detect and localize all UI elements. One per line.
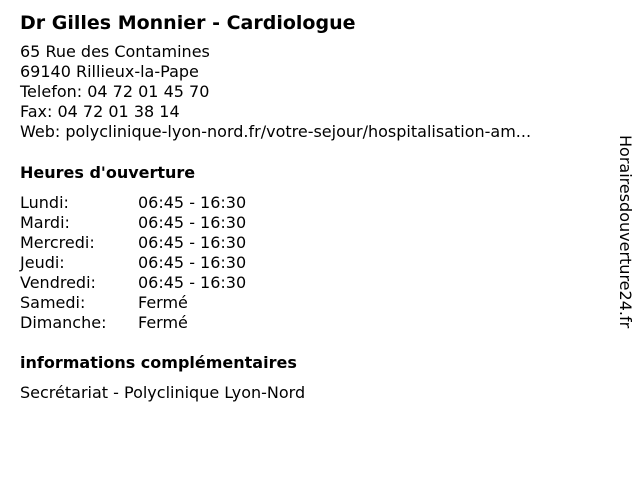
info-text: Secrétariat - Polyclinique Lyon-Nord <box>20 383 306 402</box>
day-label: Mardi: <box>20 213 70 232</box>
time-value: 06:45 - 16:30 <box>138 253 247 272</box>
time-value: 06:45 - 16:30 <box>138 213 247 232</box>
hours-heading: Heures d'ouverture <box>20 163 196 182</box>
time-value: Fermé <box>138 293 188 312</box>
hours-row-dimanche <box>20 313 246 333</box>
time-value: 06:45 - 16:30 <box>138 193 247 212</box>
city-address: 69140 Rillieux-la-Pape <box>20 62 199 81</box>
time-value: 06:45 - 16:30 <box>138 233 247 252</box>
day-label: Jeudi: <box>20 253 65 272</box>
hours-row-vendredi <box>20 273 246 293</box>
hours-row-jeudi <box>20 253 246 273</box>
hours-row-samedi <box>20 293 246 313</box>
website-link[interactable]: Web: polyclinique-lyon-nord.fr/votre-sejour/hospitalisation-am... <box>20 122 532 141</box>
day-label: Lundi: <box>20 193 69 212</box>
contact-block <box>20 42 600 142</box>
time-value: Fermé <box>138 313 188 332</box>
info-heading: informations complémentaires <box>20 353 297 372</box>
hours-row-mercredi <box>20 233 246 253</box>
day-label: Mercredi: <box>20 233 95 252</box>
time-value: 06:45 - 16:30 <box>138 273 247 292</box>
day-label: Dimanche: <box>20 313 107 332</box>
page-title: Dr Gilles Monnier - Cardiologue <box>20 12 356 34</box>
opening-hours-table <box>20 193 246 333</box>
hours-row-mardi <box>20 213 246 233</box>
day-label: Vendredi: <box>20 273 96 292</box>
site-watermark: Horairesdouverture24.fr <box>616 135 635 329</box>
hours-row-lundi <box>20 193 246 213</box>
phone-number[interactable]: Telefon: 04 72 01 45 70 <box>20 82 210 101</box>
street-address: 65 Rue des Contamines <box>20 42 210 61</box>
day-label: Samedi: <box>20 293 86 312</box>
fax-number: Fax: 04 72 01 38 14 <box>20 102 180 121</box>
